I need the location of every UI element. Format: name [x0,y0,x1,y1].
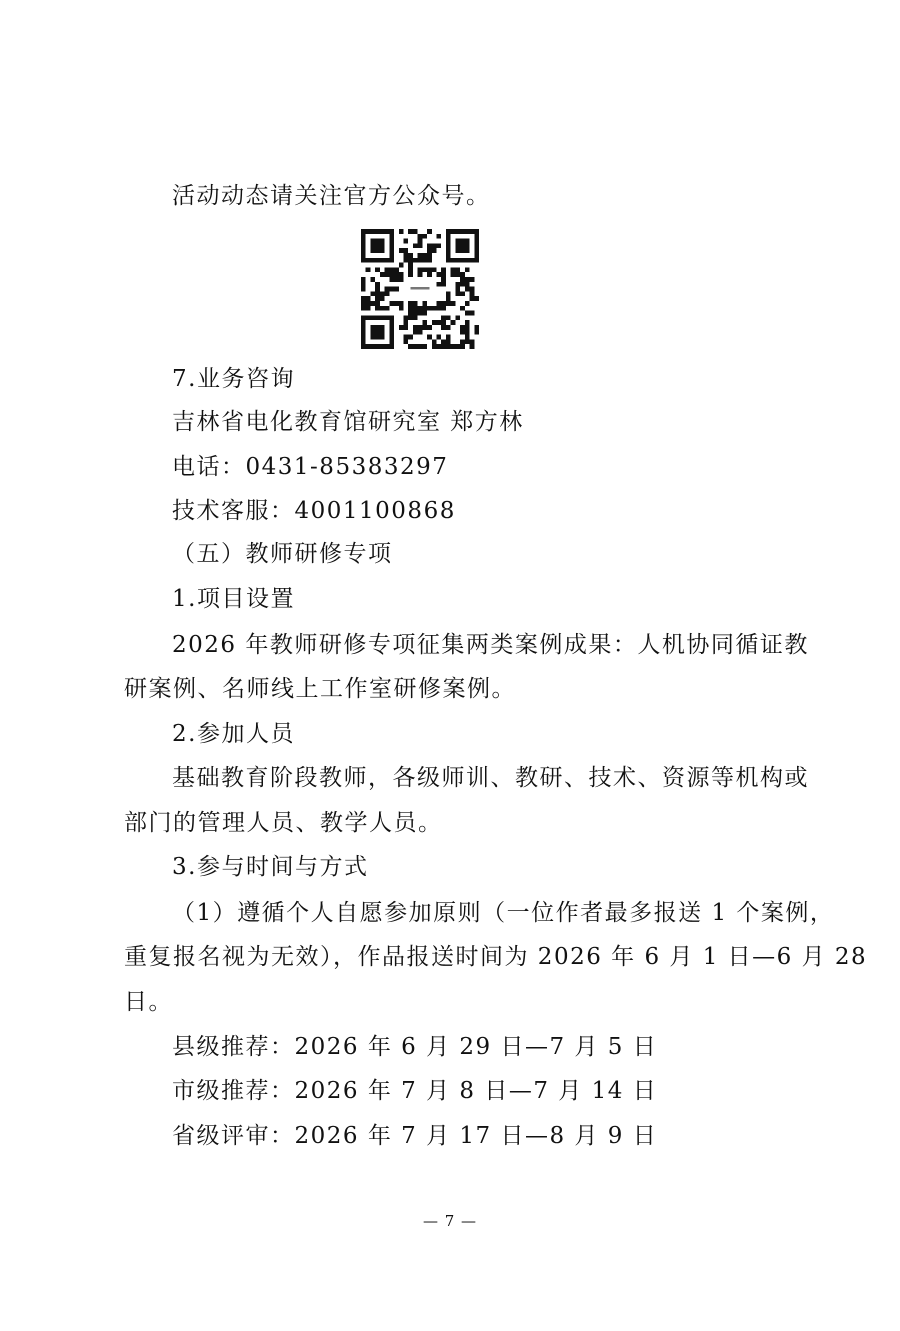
activity-text: 活动动态请关注官方公众号。 [172,183,491,209]
paragraph-line: 日。 [124,989,173,1015]
paragraph-line: 部门的管理人员、教学人员。 [124,810,443,836]
paragraph-line: （1）遵循个人自愿参加原则（一位作者最多报送 1 个案例， [172,900,835,926]
city-schedule: 市级推荐：2026 年 7 月 8 日—7 月 14 日 [172,1078,658,1104]
paragraph-line: 基础教育阶段教师，各级师训、教研、技术、资源等机构或 [172,765,809,791]
qr-code-icon [361,229,479,349]
section-heading: （五）教师研修专项 [172,541,393,567]
province-schedule: 省级评审：2026 年 7 月 17 日—8 月 9 日 [172,1123,658,1149]
contact-org: 吉林省电化教育馆研究室 郑方林 [172,409,524,435]
heading-participants: 2.参加人员 [172,721,295,747]
page-number: — 7 — [422,1212,478,1230]
heading-consult: 7.业务咨询 [172,366,295,392]
heading-project: 1.项目设置 [172,586,295,612]
paragraph-line: 重复报名视为无效），作品报送时间为 2026 年 6 月 1 日—6 月 28 [124,944,868,970]
paragraph-line: 研案例、名师线上工作室研修案例。 [124,676,516,702]
contact-phone: 电话：0431-85383297 [172,454,449,480]
heading-time: 3.参与时间与方式 [172,854,369,880]
tech-support: 技术客服：4001100868 [172,498,456,524]
county-schedule: 县级推荐：2026 年 6 月 29 日—7 月 5 日 [172,1034,658,1060]
paragraph-line: 2026 年教师研修专项征集两类案例成果：人机协同循证教 [172,632,809,658]
